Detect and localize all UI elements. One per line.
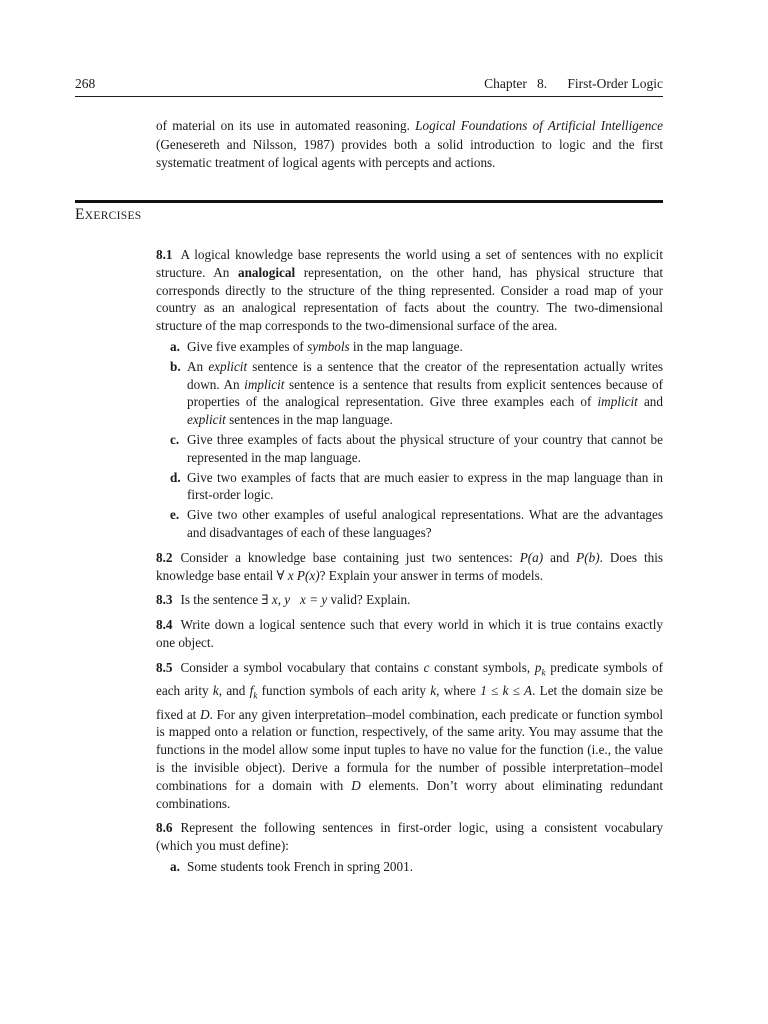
running-head	[75, 76, 663, 96]
exercise-text: function symbols of each arity	[257, 683, 431, 699]
part-label: a.	[170, 858, 180, 874]
exercise-8-4	[156, 616, 663, 652]
math-expression: ∀ x P(x)	[276, 567, 320, 583]
part-label: a.	[170, 338, 180, 354]
exercise-8-5	[156, 659, 663, 813]
exercise-number: 8.6	[156, 820, 173, 836]
exercise-text: and	[543, 549, 577, 565]
exercise-text: ? Explain your answer in terms of models.	[319, 567, 543, 583]
math-subscript: k	[253, 690, 258, 701]
exercise-text: A logical knowledge base represents the world using a set of sentences with no explicit structure. An	[156, 247, 663, 280]
math-symbol: f	[249, 683, 254, 699]
part-label: d.	[170, 469, 181, 485]
math-expression: D	[351, 777, 361, 793]
exercise-parts	[156, 858, 663, 876]
part-a	[156, 858, 663, 876]
exercise-8-3	[156, 591, 663, 609]
chapter-title: Chapter 8. First-Order Logic	[484, 76, 663, 91]
exercise-list	[156, 246, 663, 883]
part-e	[156, 506, 663, 542]
math-symbol: p	[534, 659, 542, 675]
exercise-text: Consider a knowledge base containing just two sentences:	[180, 549, 520, 565]
exercise-text: Consider a symbol vocabulary that contains	[180, 659, 424, 675]
part-b	[156, 358, 663, 429]
exercise-text: . Does this knowledge base entail	[156, 549, 664, 583]
part-text: Give five examples of	[187, 338, 308, 354]
exercise-text: constant symbols,	[429, 659, 535, 675]
part-c	[156, 431, 663, 467]
math-expression: c	[423, 659, 430, 675]
term-implicit: implicit	[244, 376, 285, 392]
section-heading	[75, 206, 142, 224]
part-text: Give two other examples of useful analogical representations. What are the advantages and disadvantages of each of these languages?	[187, 507, 663, 540]
part-a	[156, 338, 663, 356]
exercise-parts	[156, 338, 663, 542]
part-text: in the map language.	[349, 338, 463, 354]
part-text: Some students took French in spring 2001.	[187, 858, 414, 874]
math-subscript: k	[541, 667, 546, 678]
math-expression: k	[212, 683, 219, 699]
exercise-text: Is the sentence	[180, 592, 262, 608]
header-rule	[75, 96, 663, 97]
part-text: Give three examples of facts about the physical structure of your country that cannot be represented in the map language.	[187, 431, 663, 465]
heading-initial: E	[75, 206, 85, 223]
exercise-text: Represent the following sentences in first-order logic, using a consistent vocabulary (which you must define):	[156, 820, 663, 854]
part-label: e.	[170, 507, 180, 523]
part-d	[156, 469, 663, 505]
math-expression: P(b)	[576, 549, 600, 565]
heading-rest: XERCISES	[84, 210, 142, 222]
exercise-text: predicate symbols of each arity	[156, 659, 663, 699]
exercise-8-2	[156, 549, 663, 585]
exercise-text: , and	[218, 683, 250, 699]
part-text: An	[187, 358, 209, 374]
exercise-number: 8.3	[156, 592, 173, 608]
exercise-number: 8.5	[156, 659, 173, 675]
exercise-number: 8.4	[156, 617, 173, 633]
term-explicit: explicit	[208, 358, 248, 374]
exercise-8-1	[156, 246, 663, 542]
math-expression: ∃ x, y x = y	[261, 592, 328, 608]
exercise-text: . For any given interpretation–model combination, each predicate or function symbol is mapped onto a relation or function, respectively, of the same arity. You may assume that the functions in the model allow some input tuples to have no value for the function (i.e., the value is the invisible object). Derive a formula for the number of possible interpretation–model combinations for a domain with	[156, 706, 663, 793]
intro-paragraph	[156, 117, 663, 173]
exercise-text: valid? Explain.	[327, 592, 411, 608]
intro-text: (Genesereth and Nilsson, 1987) provides both a solid introduction to logic and the first systematic treatment of logical agents with percepts and actions.	[156, 136, 663, 170]
math-expression	[534, 659, 546, 678]
part-text: sentence is a sentence that the creator of the representation actually writes down. An	[187, 358, 664, 392]
part-label: c.	[170, 431, 180, 447]
part-text: and	[637, 394, 663, 410]
part-text: sentences in the map language.	[225, 412, 393, 428]
exercise-number: 8.2	[156, 549, 173, 565]
exercise-text: , where	[436, 683, 481, 699]
part-text: sentence is a sentence that results from explicit sentences because of properties of the analogical representation. Give three examples each of	[187, 376, 663, 410]
book-title: Logical Foundations of Artificial Intelligence	[415, 118, 663, 133]
math-expression: 1 ≤ k ≤ A	[480, 683, 533, 699]
exercise-text: . Let the domain size be fixed at	[156, 683, 663, 722]
exercise-text: representation, on the other hand, has physical structure that corresponds directly to the structure of the thing represented. Consider a road map of your country as an analogical representation of facts about the country. The two-dimensional structure of the map corresponds to the two-dimensional surface of the area.	[156, 264, 663, 334]
intro-text: of material on its use in automated reasoning.	[156, 118, 416, 133]
section-rule	[75, 200, 663, 203]
math-expression: k	[430, 683, 437, 699]
part-text: Give two examples of facts that are much easier to express in the map language than in first-order logic.	[187, 469, 663, 503]
exercise-number: 8.1	[156, 247, 173, 262]
exercise-text: elements. Don’t worry about eliminating redundant combinations.	[156, 777, 663, 811]
page-number: 268	[75, 76, 96, 91]
term-symbols: symbols	[307, 338, 350, 354]
math-expression: P(a)	[519, 549, 544, 565]
math-expression: D	[200, 706, 210, 722]
term-implicit: implicit	[597, 394, 638, 410]
part-label: b.	[170, 358, 181, 374]
term-analogical: analogical	[237, 264, 296, 280]
term-explicit: explicit	[187, 412, 226, 428]
exercise-8-6	[156, 819, 663, 875]
exercise-text: Write down a logical sentence such that every world in which it is true contains exactly one object.	[156, 617, 663, 650]
